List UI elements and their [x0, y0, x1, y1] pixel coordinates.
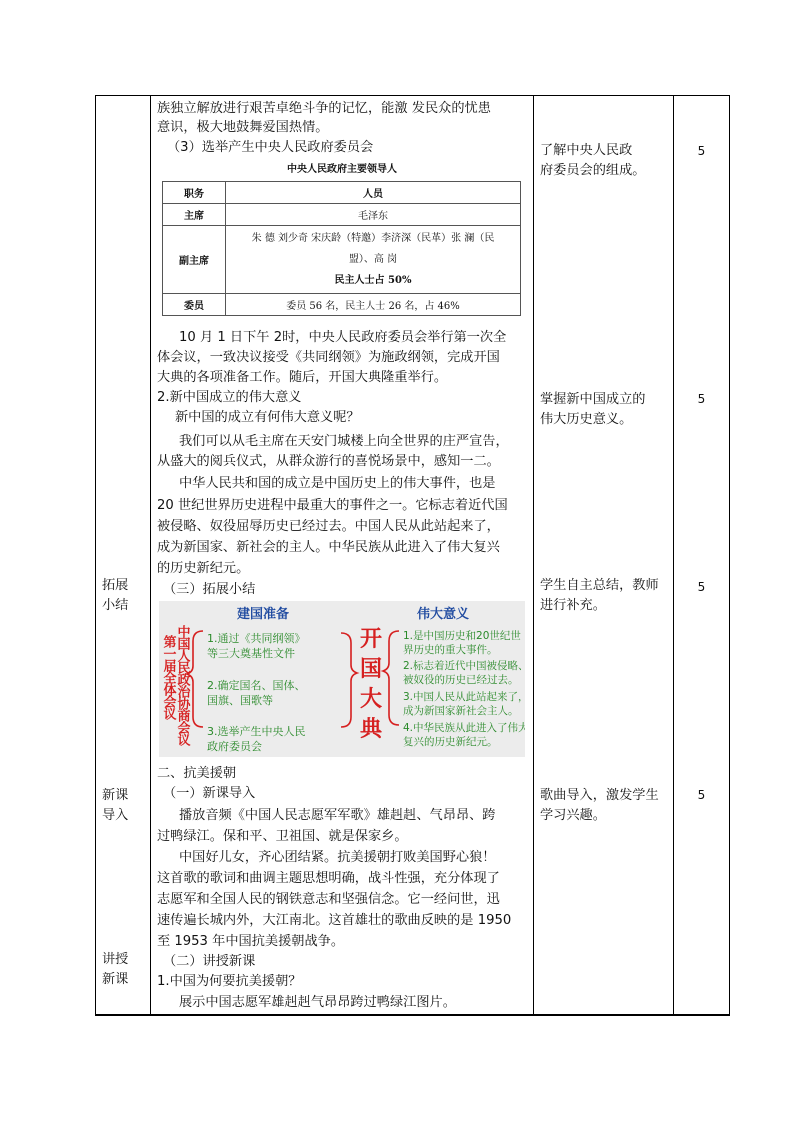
text-line: 中国好儿女，齐心团结紧。抗美援朝打败美国野心狼！	[179, 850, 496, 865]
leaders-role: 委员	[163, 294, 226, 316]
stage-label-jiangshou: 讲授 新课	[102, 952, 129, 987]
text-line: 的历史新纪元。	[157, 561, 250, 576]
text-line: 10 月 1 日下午 2时，中央人民政府委员会举行第一次全	[179, 330, 507, 345]
stage-label-tuozhan: 拓展 小结	[102, 578, 129, 613]
design-intent: 学生自主总结，教师 进行补充。	[540, 578, 659, 613]
time-minutes: 5	[697, 580, 706, 594]
text-line: 这首歌的歌词和曲调主题思想明确，战斗性强，充分体现了	[157, 871, 500, 886]
leaders-header-person: 人员	[226, 182, 521, 204]
lesson-plan-table	[95, 95, 727, 1013]
graphic-left-item: 3.选举产生中央人民	[207, 725, 306, 738]
graphic-red-vertical-1: 中国人民政治协商会议	[174, 625, 190, 745]
text-line: 成为新国家、新社会的主人。中华民族从此进入了伟大复兴	[157, 540, 500, 555]
content-column	[151, 96, 534, 1016]
leaders-person: 朱 德 刘少奇 宋庆龄（特邀）李济深（民革）张 澜（民 盟）、高 岗 民主人士占 50%	[226, 226, 521, 294]
section-heading: （三）拓展小结	[163, 582, 256, 597]
design-intent: 了解中央人民政 府委员会的组成。	[540, 143, 646, 178]
leaders-role: 主席	[163, 204, 226, 226]
graphic-left-item: 1.通过《共同纲领》	[207, 632, 306, 645]
graphic-center-char: 典	[360, 717, 383, 742]
leaders-person: 委员 56 名，民主人士 26 名，占 46%	[226, 294, 521, 316]
graphic-center-char: 大	[360, 687, 383, 712]
text-line: 体会议，一致决议接受《共同纲领》为施政纲领，完成开国	[157, 350, 500, 365]
text-line: 中华人民共和国的成立是中国历史上的伟大事件，也是	[179, 476, 496, 491]
graphic-red-vertical-2: 第一届全体会议	[160, 635, 176, 719]
text-line: 志愿军和全国人民的钢铁意志和坚强信念。它一经问世，迅	[157, 892, 500, 907]
leaders-role: 副主席	[163, 226, 226, 294]
section-heading: 二、抗美援朝	[157, 766, 237, 781]
graphic-right-item: 2.标志着近代中国被侵略、	[403, 660, 525, 672]
graphic-left-item: 国旗、国歌等	[207, 694, 273, 707]
stage-column	[96, 96, 151, 1016]
graphic-right-item: 成为新国家新社会主人。	[403, 705, 519, 717]
design-intent-column	[534, 96, 674, 1016]
stage-label-xinke: 新课 导入	[102, 788, 129, 823]
graphic-left-title: 建国准备	[237, 607, 290, 622]
graphic-right-item: 界历史的重大事件。	[403, 644, 498, 656]
leaders-header-role: 职务	[163, 182, 226, 204]
text-line: 被侵略、奴役屈辱历史已经过去。中国人民从此站起来了，	[157, 519, 500, 534]
design-intent: 掌握新中国成立的 伟大历史意义。	[540, 392, 646, 427]
text-line: 新中国的成立有何伟大意义呢？	[175, 410, 360, 425]
section-heading: （3）选举产生中央人民政府委员会	[167, 140, 374, 155]
graphic-right-item: 4.中华民族从此进入了伟大	[403, 722, 525, 734]
text-line: 速传遍长城内外，大江南北。这首雄壮的歌曲反映的是 1950	[157, 913, 512, 928]
section-heading: 2.新中国成立的伟大意义	[157, 390, 302, 405]
text-line: 我们可以从毛主席在天安门城楼上向全世界的庄严宣告，	[179, 434, 509, 449]
text-line: 播放音频《中国人民志愿军军歌》雄赳赳、气昂昂、跨	[179, 808, 496, 823]
section-heading: 1.中国为何要抗美援朝？	[157, 974, 302, 989]
text-line: 从盛大的阅兵仪式，从群众游行的喜悦场景中，感知一二。	[157, 454, 500, 469]
graphic-right-title: 伟大意义	[417, 607, 470, 622]
text-line: 至 1953 年中国抗美援朝战争。	[157, 934, 345, 949]
text-line: 过鸭绿江。保和平、卫祖国、就是保家乡。	[157, 829, 408, 844]
leaders-table-title: 中央人民政府主要领导人	[287, 164, 397, 175]
time-minutes: 5	[697, 788, 706, 802]
graphic-right-item: 复兴的历史新纪元。	[403, 736, 498, 748]
design-intent: 歌曲导入，激发学生 学习兴趣。	[540, 788, 659, 823]
text-line: 族独立解放进行艰苦卓绝斗争的记忆，能激 发民众的忧患	[157, 101, 491, 116]
graphic-left-item: 2.确定国名、国体、	[207, 679, 306, 692]
graphic-center-char: 开	[360, 627, 383, 652]
section-heading: （二）讲授新课	[163, 954, 256, 969]
text-line: 展示中国志愿军雄赳赳气昂昂跨过鸭绿江图片。	[179, 995, 456, 1010]
text-line: 大典的各项准备工作。随后，开国大典隆重举行。	[157, 370, 448, 385]
graphic-right-item: 3.中国人民从此站起来了，	[403, 691, 525, 703]
graphic-right-item: 被奴役的历史已经过去。	[403, 674, 519, 686]
graphic-left-item: 等三大奠基性文件	[207, 647, 295, 660]
section-heading: （一）新课导入	[163, 786, 256, 801]
time-minutes: 5	[697, 144, 706, 158]
text-line: 意识，极大地鼓舞爱国热情。	[157, 120, 329, 135]
graphic-right-item: 1.是中国历史和20世纪世	[403, 630, 521, 642]
graphic-center-char: 国	[360, 657, 383, 682]
leaders-table	[162, 181, 521, 316]
graphic-left-item: 政府委员会	[207, 740, 262, 753]
time-minutes: 5	[697, 392, 706, 406]
leaders-person: 毛泽东	[226, 204, 521, 226]
summary-graphic	[159, 601, 525, 757]
time-column	[674, 96, 730, 1016]
text-line: 20 世纪世界历史进程中最重大的事件之一。它标志着近代国	[157, 498, 508, 513]
